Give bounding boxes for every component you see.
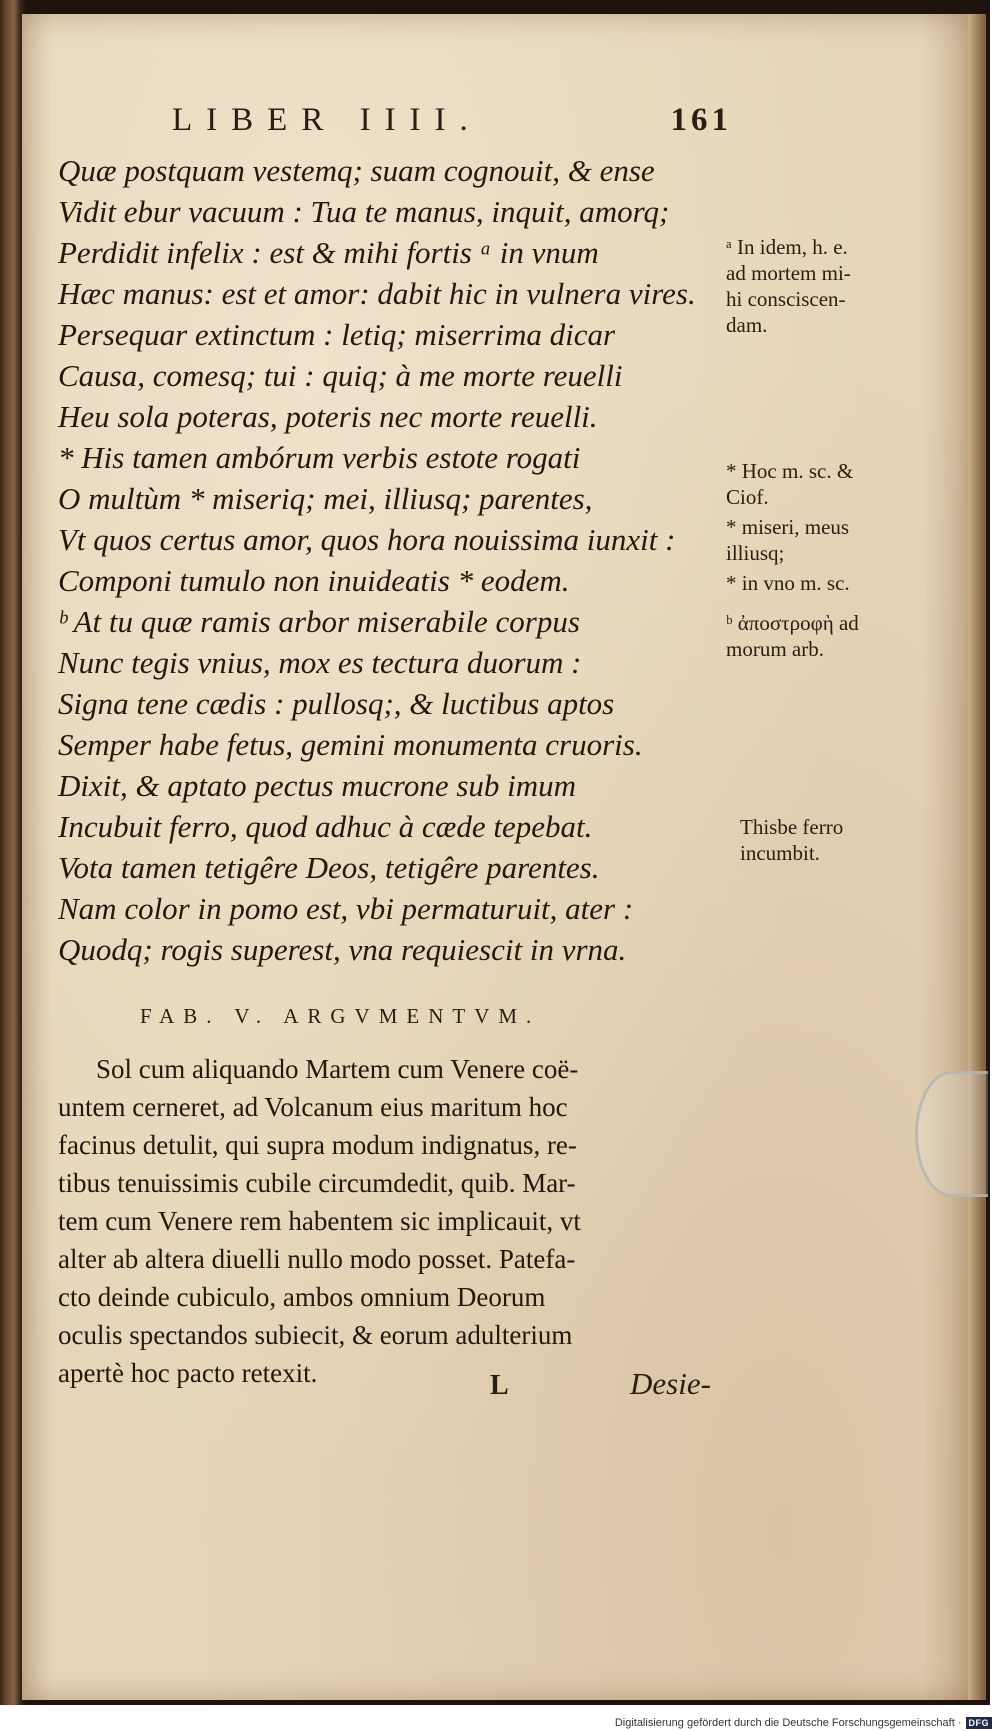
verse-line: Persequar extinctum : letiq; miserrima dicar — [58, 317, 616, 352]
footer-credit — [615, 1717, 992, 1729]
note-line: ᵇ ἀποστροφὴ ad — [726, 611, 859, 635]
note-line: * Hoc m. sc. & — [726, 459, 854, 483]
margin-note-b — [726, 610, 906, 662]
book-page — [22, 14, 972, 1700]
prose-line: tem cum Venere rem habentem sic implicauit, vt — [58, 1206, 581, 1236]
prose-line: untem cerneret, ad Volcanum eius maritum hoc — [58, 1092, 568, 1122]
note-line: morum arb. — [726, 637, 824, 661]
note-line: ad mortem mi- — [726, 261, 851, 285]
verse-line: Vota tamen tetigêre Deos, tetigêre parentes. — [58, 850, 600, 885]
note-line: Ciof. — [726, 485, 769, 509]
verse-line: Quæ postquam vestemq; suam cognouit, & ense — [58, 153, 655, 188]
note-line: ᵃ In idem, h. e. — [726, 235, 848, 259]
margin-note-miseri — [726, 514, 906, 566]
prose-line: facinus detulit, qui supra modum indignatus, re- — [58, 1130, 577, 1160]
folio-number: 161 — [670, 102, 732, 138]
verse-line: * His tamen ambórum verbis estote rogati — [58, 440, 581, 475]
margin-note-thisbe — [740, 814, 920, 866]
prose-line: Sol cum aliquando Martem cum Venere coë- — [96, 1054, 579, 1084]
argument-block — [58, 1050, 738, 1392]
verse-line: Signa tene cædis : pullosq;, & luctibus aptos — [58, 686, 615, 721]
verse-line: Semper habe fetus, gemini monumenta cruoris. — [58, 727, 643, 762]
prose-line: cto deinde cubiculo, ambos omnium Deorum — [58, 1282, 546, 1312]
prose-line: alter ab altera diuelli nullo modo posset. Patefa- — [58, 1244, 576, 1274]
prose-line: oculis spectandos subiecit, & eorum adulterium — [58, 1320, 573, 1350]
fable-heading: FAB. V. ARGVMENTVM. — [140, 1004, 541, 1028]
verse-block — [58, 150, 738, 970]
page-clip — [915, 1071, 988, 1197]
signature-mark: L — [490, 1370, 509, 1401]
verse-line: Incubuit ferro, quod adhuc à cæde tepebat. — [58, 809, 593, 844]
verse-line: ᵇ At tu quæ ramis arbor miserabile corpus — [58, 604, 580, 639]
dfg-logo: DFG — [966, 1717, 993, 1729]
note-line: hi consciscen- — [726, 287, 846, 311]
margin-note-hoc — [726, 458, 906, 510]
note-line: incumbit. — [740, 841, 820, 865]
verse-line: Vt quos certus amor, quos hora nouissima iunxit : — [58, 522, 676, 557]
note-line: dam. — [726, 313, 768, 337]
margin-note-a — [726, 234, 906, 338]
verse-line: Nunc tegis vnius, mox es tectura duorum : — [58, 645, 582, 680]
verse-line: Vidit ebur vacuum : Tua te manus, inquit, amorq; — [58, 194, 670, 229]
page-edge — [968, 14, 986, 1700]
catchword: Desie- — [630, 1366, 711, 1401]
verse-line: Componi tumulo non inuideatis * eodem. — [58, 563, 570, 598]
note-line: * in vno m. sc. — [726, 571, 850, 595]
note-line: illiusq; — [726, 541, 785, 565]
running-head — [172, 102, 732, 139]
verse-line: Perdidit infelix : est & mihi fortis ᵃ in vnum — [58, 235, 599, 270]
verse-line: Nam color in pomo est, vbi permaturuit, ater : — [58, 891, 634, 926]
verse-line: Heu sola poteras, poteris nec morte reuelli. — [58, 399, 598, 434]
verse-line: Dixit, & aptato pectus mucrone sub imum — [58, 768, 577, 803]
verse-line: O multùm * miseriq; mei, illiusq; parentes, — [58, 481, 593, 516]
margin-note-invno — [726, 570, 906, 596]
prose-line: apertè hoc pacto retexit. — [58, 1358, 318, 1388]
verse-line: Quodq; rogis superest, vna requiescit in vrna. — [58, 932, 627, 967]
verse-line: Hæc manus: est et amor: dabit hic in vulnera vires. — [58, 276, 696, 311]
prose-line: tibus tenuissimis cubile circumdedit, quib. Mar- — [58, 1168, 576, 1198]
note-line: * miseri, meus — [726, 515, 850, 539]
note-line: Thisbe ferro — [740, 815, 844, 839]
footer-credit-text: Digitalisierung gefördert durch die Deutsche Forschungsgemeinschaft · — [614, 1717, 962, 1729]
verse-line: Causa, comesq; tui : quiq; à me morte reuelli — [58, 358, 623, 393]
running-head-title: LIBER IIII. — [172, 102, 482, 138]
